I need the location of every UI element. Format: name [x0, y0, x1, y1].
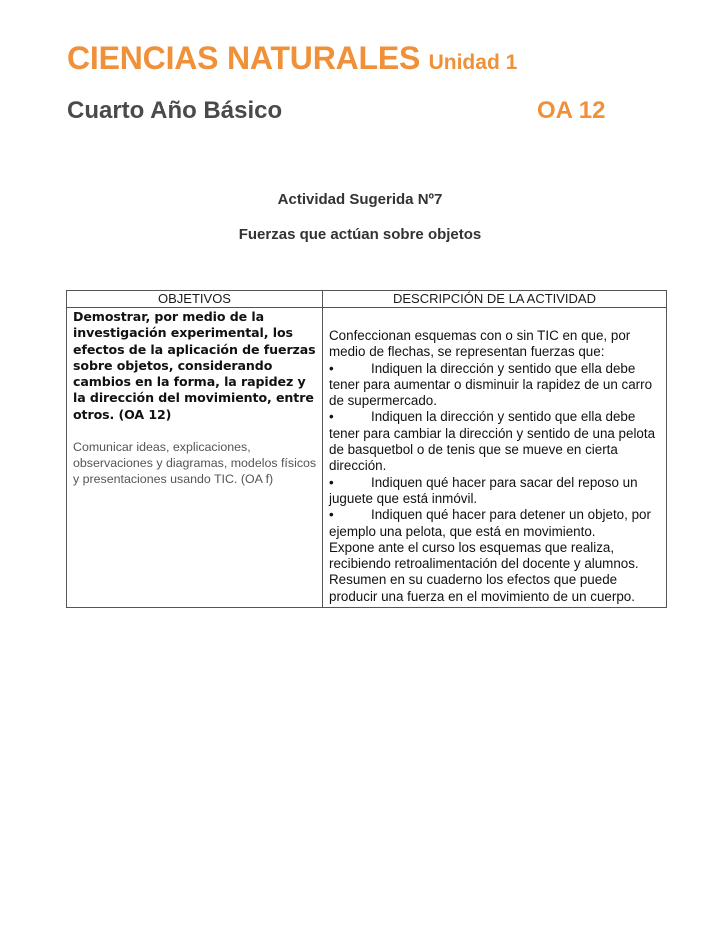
- list-item: [329, 361, 662, 410]
- description-closing-summary: Resumen en su cuaderno los efectos que puede producir una fuerza en el movimiento de un cuerpo.: [329, 572, 635, 604]
- activity-number-heading: Actividad Sugerida Nº7: [277, 191, 443, 208]
- list-item-text: Indiquen la dirección y sentido que ella debe tener para cambiar la dirección y sentido de una pelota de basquetbol o de tenis que se mueve en cierta dirección.: [329, 409, 656, 474]
- bullet-icon: •: [329, 360, 334, 376]
- grade-label: Cuarto Año Básico: [67, 97, 283, 124]
- unit-label: Unidad 1: [428, 51, 518, 74]
- description-closing-presentation: Expone ante el curso los esquemas que realiza, recibiendo retroalimentación del docente y alumnos.: [329, 539, 639, 572]
- bullet-icon: •: [329, 409, 334, 425]
- list-item: [329, 409, 662, 474]
- subject-title: CIENCIAS NATURALES: [67, 40, 421, 76]
- table-row: [67, 308, 667, 608]
- description-intro: Confeccionan esquemas con o sin TIC en que, por medio de flechas, se representan fuerzas que:: [329, 328, 631, 360]
- bullet-icon: •: [329, 507, 334, 523]
- list-item: [329, 475, 662, 508]
- document-header: [67, 40, 517, 77]
- primary-objective: Demostrar, por medio de la investigación experimental, los efectos de la aplicación de fuerzas sobre objetos, considerando cambios en la forma, la rapidez y la dirección del movimiento, entre otros. (OA 12): [73, 309, 316, 422]
- objectives-cell: [67, 308, 323, 608]
- description-cell: [323, 308, 667, 608]
- table-header-row: [67, 291, 667, 308]
- secondary-objective: Comunicar ideas, explicaciones, observaciones y diagramas, modelos físicos y presentaciones usando TIC. (OA f): [73, 440, 317, 487]
- objectives-column-header: OBJETIVOS: [67, 291, 323, 308]
- bullet-icon: •: [329, 474, 334, 490]
- oa-code-label: OA 12: [537, 97, 606, 124]
- activity-title-heading: Fuerzas que actúan sobre objetos: [238, 226, 482, 243]
- list-item-text: Indiquen la dirección y sentido que ella debe tener para aumentar o disminuir la rapidez de un carro de supermercado.: [329, 360, 653, 409]
- list-item-text: Indiquen qué hacer para detener un objeto, por ejemplo una pelota, que está en movimiento.: [329, 507, 651, 539]
- list-item-text: Indiquen qué hacer para sacar del reposo un juguete que está inmóvil.: [329, 474, 638, 506]
- description-column-header: DESCRIPCIÓN DE LA ACTIVIDAD: [323, 291, 667, 308]
- activity-table: [66, 290, 667, 608]
- list-item: [329, 507, 662, 540]
